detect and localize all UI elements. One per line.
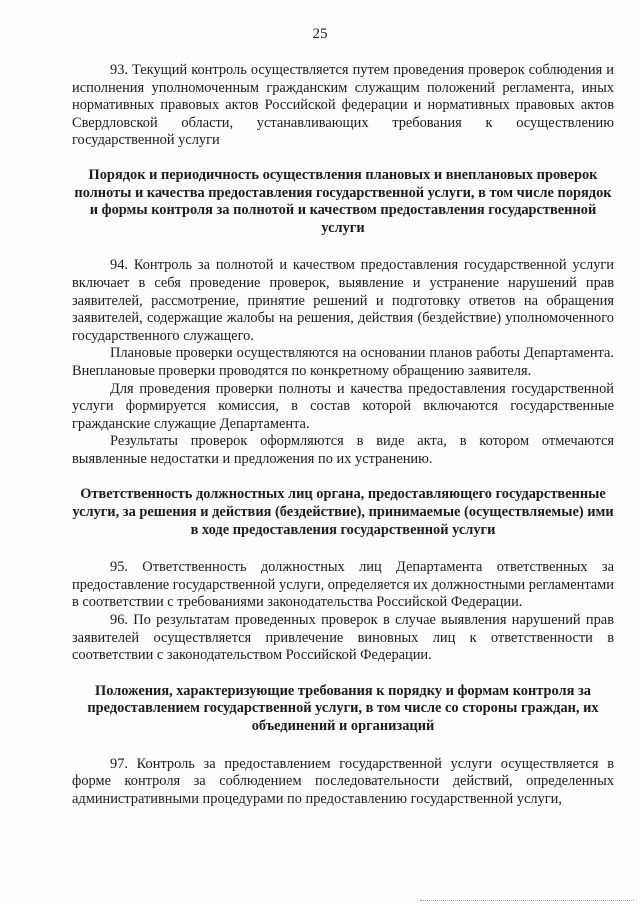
paragraph-97: 97. Контроль за предоставлением государственной услуги осуществляется в форме контроля за соблюдением последовательности действий, определенных административными процедурами по предоставлению государственной услуги, (72, 755, 614, 807)
page-number: 25 (312, 26, 328, 42)
document-body (72, 62, 614, 808)
paragraph-95: 95. Ответственность должностных лиц Департамента ответственных за предоставление государственной услуги, определяется их должностными регламентами в соответствии с требованиями законодательства Российской Федерации. (72, 559, 614, 611)
section-heading-responsibility: Ответственность должностных лиц органа, предоставляющего государственные услуги, за решения и действия (бездействие), принимаемые (осуществляемые) ими в ходе предоставления государственной услуги (72, 486, 614, 538)
paragraph-94-commission: Для проведения проверки полноты и качества предоставления государственной услуги формируется комиссия, в состав которой включаются государственные гражданские служащие Департамента. (72, 380, 614, 432)
paragraph-94-planned-checks: Плановые проверки осуществляются на основании планов работы Департамента. Внеплановые проверки проводятся по конкретному обращению заявителя. (72, 345, 614, 379)
paragraph-96: 96. По результатам проведенных проверок в случае выявления нарушений прав заявителей осуществляется привлечение виновных лиц к ответственности в соответствии с законодательством Российской Федерации. (72, 612, 614, 664)
scan-edge-line (420, 899, 634, 901)
paragraph-94-results: Результаты проверок оформляются в виде акта, в котором отмечаются выявленные недостатки и предложения по их устранению. (72, 433, 614, 467)
section-heading-control-forms: Положения, характеризующие требования к порядку и формам контроля за предоставлением государственной услуги, в том числе со стороны граждан, их объединений и организаций (87, 682, 599, 734)
paragraph-93: 93. Текущий контроль осуществляется путем проведения проверок соблюдения и исполнения уполномоченным гражданским служащим положений регламента, иных нормативных правовых актов Российской федерации и нормативных правовых актов Свердловской области, устанавливающих требования к осуществлению государственной услуги (72, 62, 614, 149)
paragraph-94: 94. Контроль за полнотой и качеством предоставления государственной услуги включает в себя проведение проверок, выявление и устранение нарушений прав заявителей, рассмотрение, принятие решений и подготовку ответов на обращения заявителей, содержащие жалобы на решения, действия (бездействие) уполномоченного государственного служащего. (72, 257, 614, 344)
section-heading-inspections: Порядок и периодичность осуществления плановых и внеплановых проверок полноты и качества предоставления государственной услуги, в том числе порядок и формы контроля за полнотой и качеством предоставления государственной услуги (74, 166, 612, 236)
